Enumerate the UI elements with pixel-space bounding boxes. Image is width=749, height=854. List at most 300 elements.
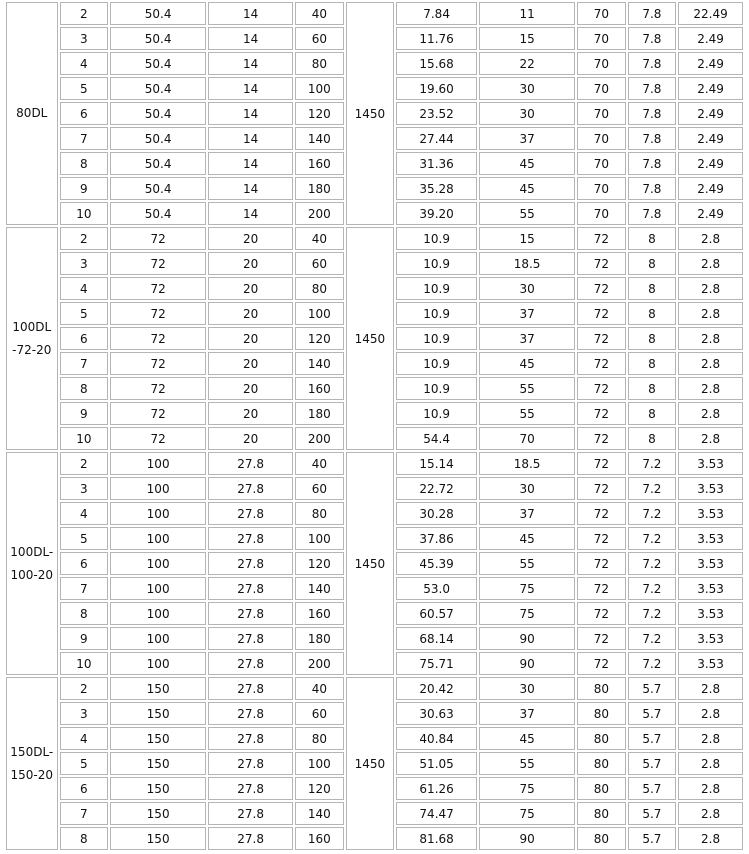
motor-power-cell: 75 [479, 802, 575, 825]
weight-cell: 2.8 [678, 427, 743, 450]
weight-cell: 2.8 [678, 727, 743, 750]
npsh-cell: 5.7 [628, 802, 677, 825]
model-name-line: 100DL- [10, 544, 54, 559]
shaft-power-cell: 10.9 [396, 277, 477, 300]
stages-cell: 2 [60, 452, 109, 475]
motor-power-cell: 55 [479, 377, 575, 400]
diameter-cell: 14 [208, 152, 293, 175]
shaft-power-cell: 68.14 [396, 627, 477, 650]
motor-power-cell: 45 [479, 527, 575, 550]
model-name-line: 150DL- [10, 744, 54, 759]
shaft-power-cell: 20.42 [396, 677, 477, 700]
stages-cell: 10 [60, 427, 109, 450]
weight-cell: 2.49 [678, 152, 743, 175]
efficiency-cell: 70 [577, 152, 626, 175]
stages-cell: 6 [60, 102, 109, 125]
stages-cell: 10 [60, 652, 109, 675]
weight-cell: 22.49 [678, 2, 743, 25]
shaft-power-cell: 22.72 [396, 477, 477, 500]
head-cell: 60 [295, 27, 344, 50]
flow-cell: 100 [110, 652, 206, 675]
efficiency-cell: 80 [577, 802, 626, 825]
shaft-power-cell: 10.9 [396, 327, 477, 350]
head-cell: 120 [295, 102, 344, 125]
model-cell [6, 2, 58, 225]
efficiency-cell: 70 [577, 2, 626, 25]
flow-cell: 150 [110, 752, 206, 775]
flow-cell: 72 [110, 277, 206, 300]
diameter-cell: 27.8 [208, 477, 293, 500]
flow-cell: 72 [110, 352, 206, 375]
motor-power-cell: 37 [479, 702, 575, 725]
head-cell: 200 [295, 652, 344, 675]
npsh-cell: 7.2 [628, 452, 677, 475]
speed-cell: 1450 [346, 227, 395, 450]
model-cell [6, 452, 58, 675]
head-cell: 160 [295, 602, 344, 625]
table-body [6, 2, 743, 850]
shaft-power-cell: 19.60 [396, 77, 477, 100]
diameter-cell: 27.8 [208, 702, 293, 725]
weight-cell: 2.8 [678, 752, 743, 775]
head-cell: 80 [295, 727, 344, 750]
efficiency-cell: 80 [577, 752, 626, 775]
npsh-cell: 8 [628, 277, 677, 300]
npsh-cell: 7.8 [628, 27, 677, 50]
motor-power-cell: 70 [479, 427, 575, 450]
weight-cell: 2.49 [678, 52, 743, 75]
npsh-cell: 8 [628, 377, 677, 400]
shaft-power-cell: 15.68 [396, 52, 477, 75]
diameter-cell: 27.8 [208, 827, 293, 850]
model-name-line: 80DL [16, 106, 48, 120]
efficiency-cell: 72 [577, 452, 626, 475]
shaft-power-cell: 51.05 [396, 752, 477, 775]
efficiency-cell: 72 [577, 627, 626, 650]
npsh-cell: 7.8 [628, 102, 677, 125]
diameter-cell: 27.8 [208, 777, 293, 800]
shaft-power-cell: 30.28 [396, 502, 477, 525]
shaft-power-cell: 10.9 [396, 227, 477, 250]
weight-cell: 2.8 [678, 327, 743, 350]
stages-cell: 7 [60, 352, 109, 375]
motor-power-cell: 11 [479, 2, 575, 25]
stages-cell: 10 [60, 202, 109, 225]
stages-cell: 3 [60, 252, 109, 275]
motor-power-cell: 55 [479, 752, 575, 775]
weight-cell: 2.8 [678, 302, 743, 325]
diameter-cell: 14 [208, 27, 293, 50]
head-cell: 80 [295, 502, 344, 525]
motor-power-cell: 75 [479, 777, 575, 800]
model-cell [6, 227, 58, 450]
shaft-power-cell: 27.44 [396, 127, 477, 150]
flow-cell: 100 [110, 577, 206, 600]
diameter-cell: 20 [208, 302, 293, 325]
shaft-power-cell: 10.9 [396, 302, 477, 325]
efficiency-cell: 72 [577, 252, 626, 275]
head-cell: 140 [295, 352, 344, 375]
diameter-cell: 20 [208, 377, 293, 400]
stages-cell: 9 [60, 627, 109, 650]
motor-power-cell: 18.5 [479, 452, 575, 475]
head-cell: 200 [295, 202, 344, 225]
model-name-line: 150-20 [10, 767, 54, 782]
speed-cell: 1450 [346, 677, 395, 850]
head-cell: 60 [295, 477, 344, 500]
stages-cell: 5 [60, 77, 109, 100]
motor-power-cell: 55 [479, 552, 575, 575]
diameter-cell: 20 [208, 327, 293, 350]
weight-cell: 3.53 [678, 477, 743, 500]
stages-cell: 8 [60, 602, 109, 625]
head-cell: 100 [295, 77, 344, 100]
flow-cell: 50.4 [110, 27, 206, 50]
shaft-power-cell: 61.26 [396, 777, 477, 800]
weight-cell: 2.49 [678, 27, 743, 50]
shaft-power-cell: 31.36 [396, 152, 477, 175]
motor-power-cell: 15 [479, 227, 575, 250]
flow-cell: 150 [110, 702, 206, 725]
shaft-power-cell: 10.9 [396, 402, 477, 425]
motor-power-cell: 90 [479, 627, 575, 650]
head-cell: 160 [295, 827, 344, 850]
stages-cell: 3 [60, 477, 109, 500]
motor-power-cell: 18.5 [479, 252, 575, 275]
stages-cell: 5 [60, 302, 109, 325]
shaft-power-cell: 15.14 [396, 452, 477, 475]
diameter-cell: 14 [208, 202, 293, 225]
stages-cell: 4 [60, 502, 109, 525]
npsh-cell: 7.2 [628, 627, 677, 650]
npsh-cell: 5.7 [628, 702, 677, 725]
weight-cell: 2.49 [678, 177, 743, 200]
diameter-cell: 27.8 [208, 802, 293, 825]
motor-power-cell: 55 [479, 202, 575, 225]
efficiency-cell: 72 [577, 577, 626, 600]
diameter-cell: 20 [208, 227, 293, 250]
speed-cell: 1450 [346, 452, 395, 675]
head-cell: 140 [295, 577, 344, 600]
stages-cell: 8 [60, 377, 109, 400]
npsh-cell: 5.7 [628, 752, 677, 775]
motor-power-cell: 75 [479, 602, 575, 625]
head-cell: 40 [295, 227, 344, 250]
motor-power-cell: 15 [479, 27, 575, 50]
diameter-cell: 27.8 [208, 652, 293, 675]
diameter-cell: 27.8 [208, 452, 293, 475]
table-row [6, 227, 743, 250]
npsh-cell: 8 [628, 327, 677, 350]
weight-cell: 2.49 [678, 102, 743, 125]
shaft-power-cell: 60.57 [396, 602, 477, 625]
efficiency-cell: 70 [577, 52, 626, 75]
weight-cell: 2.49 [678, 77, 743, 100]
stages-cell: 7 [60, 802, 109, 825]
shaft-power-cell: 30.63 [396, 702, 477, 725]
flow-cell: 150 [110, 827, 206, 850]
efficiency-cell: 70 [577, 127, 626, 150]
shaft-power-cell: 74.47 [396, 802, 477, 825]
shaft-power-cell: 81.68 [396, 827, 477, 850]
shaft-power-cell: 53.0 [396, 577, 477, 600]
head-cell: 80 [295, 52, 344, 75]
model-name-line: -72-20 [12, 342, 52, 357]
flow-cell: 50.4 [110, 152, 206, 175]
motor-power-cell: 45 [479, 177, 575, 200]
npsh-cell: 8 [628, 427, 677, 450]
efficiency-cell: 72 [577, 502, 626, 525]
weight-cell: 3.53 [678, 652, 743, 675]
stages-cell: 5 [60, 527, 109, 550]
diameter-cell: 14 [208, 52, 293, 75]
weight-cell: 2.8 [678, 702, 743, 725]
npsh-cell: 7.2 [628, 502, 677, 525]
flow-cell: 72 [110, 227, 206, 250]
efficiency-cell: 72 [577, 527, 626, 550]
efficiency-cell: 72 [577, 352, 626, 375]
stages-cell: 3 [60, 27, 109, 50]
diameter-cell: 20 [208, 277, 293, 300]
stages-cell: 8 [60, 152, 109, 175]
motor-power-cell: 90 [479, 652, 575, 675]
efficiency-cell: 80 [577, 702, 626, 725]
npsh-cell: 7.2 [628, 652, 677, 675]
diameter-cell: 20 [208, 402, 293, 425]
head-cell: 140 [295, 127, 344, 150]
motor-power-cell: 37 [479, 502, 575, 525]
stages-cell: 7 [60, 127, 109, 150]
weight-cell: 2.8 [678, 677, 743, 700]
weight-cell: 2.8 [678, 227, 743, 250]
flow-cell: 100 [110, 552, 206, 575]
shaft-power-cell: 54.4 [396, 427, 477, 450]
diameter-cell: 27.8 [208, 552, 293, 575]
flow-cell: 50.4 [110, 2, 206, 25]
npsh-cell: 5.7 [628, 677, 677, 700]
efficiency-cell: 72 [577, 477, 626, 500]
weight-cell: 2.8 [678, 377, 743, 400]
head-cell: 200 [295, 427, 344, 450]
stages-cell: 5 [60, 752, 109, 775]
diameter-cell: 14 [208, 102, 293, 125]
diameter-cell: 14 [208, 127, 293, 150]
motor-power-cell: 30 [479, 77, 575, 100]
weight-cell: 3.53 [678, 452, 743, 475]
stages-cell: 8 [60, 827, 109, 850]
diameter-cell: 27.8 [208, 677, 293, 700]
head-cell: 120 [295, 327, 344, 350]
motor-power-cell: 90 [479, 827, 575, 850]
npsh-cell: 8 [628, 352, 677, 375]
flow-cell: 100 [110, 527, 206, 550]
flow-cell: 50.4 [110, 127, 206, 150]
shaft-power-cell: 23.52 [396, 102, 477, 125]
diameter-cell: 20 [208, 352, 293, 375]
diameter-cell: 14 [208, 2, 293, 25]
flow-cell: 72 [110, 302, 206, 325]
flow-cell: 150 [110, 777, 206, 800]
npsh-cell: 7.8 [628, 152, 677, 175]
efficiency-cell: 70 [577, 77, 626, 100]
efficiency-cell: 72 [577, 277, 626, 300]
stages-cell: 6 [60, 552, 109, 575]
head-cell: 60 [295, 252, 344, 275]
head-cell: 100 [295, 302, 344, 325]
npsh-cell: 7.2 [628, 477, 677, 500]
shaft-power-cell: 35.28 [396, 177, 477, 200]
npsh-cell: 8 [628, 402, 677, 425]
weight-cell: 2.8 [678, 827, 743, 850]
stages-cell: 4 [60, 277, 109, 300]
flow-cell: 72 [110, 377, 206, 400]
flow-cell: 72 [110, 427, 206, 450]
diameter-cell: 27.8 [208, 527, 293, 550]
head-cell: 120 [295, 777, 344, 800]
diameter-cell: 20 [208, 427, 293, 450]
weight-cell: 2.8 [678, 402, 743, 425]
efficiency-cell: 72 [577, 327, 626, 350]
efficiency-cell: 70 [577, 27, 626, 50]
flow-cell: 150 [110, 677, 206, 700]
weight-cell: 3.53 [678, 502, 743, 525]
motor-power-cell: 75 [479, 577, 575, 600]
weight-cell: 2.8 [678, 777, 743, 800]
shaft-power-cell: 10.9 [396, 377, 477, 400]
motor-power-cell: 45 [479, 152, 575, 175]
flow-cell: 100 [110, 627, 206, 650]
diameter-cell: 27.8 [208, 602, 293, 625]
head-cell: 40 [295, 677, 344, 700]
npsh-cell: 8 [628, 302, 677, 325]
diameter-cell: 20 [208, 252, 293, 275]
efficiency-cell: 80 [577, 777, 626, 800]
head-cell: 40 [295, 2, 344, 25]
motor-power-cell: 45 [479, 727, 575, 750]
head-cell: 40 [295, 452, 344, 475]
weight-cell: 3.53 [678, 552, 743, 575]
efficiency-cell: 72 [577, 302, 626, 325]
diameter-cell: 27.8 [208, 577, 293, 600]
npsh-cell: 7.8 [628, 202, 677, 225]
flow-cell: 50.4 [110, 102, 206, 125]
efficiency-cell: 72 [577, 427, 626, 450]
stages-cell: 4 [60, 727, 109, 750]
flow-cell: 150 [110, 727, 206, 750]
head-cell: 100 [295, 752, 344, 775]
weight-cell: 3.53 [678, 602, 743, 625]
efficiency-cell: 72 [577, 652, 626, 675]
efficiency-cell: 80 [577, 677, 626, 700]
flow-cell: 100 [110, 477, 206, 500]
stages-cell: 3 [60, 702, 109, 725]
motor-power-cell: 22 [479, 52, 575, 75]
table-row [6, 677, 743, 700]
flow-cell: 72 [110, 327, 206, 350]
model-cell [6, 677, 58, 850]
motor-power-cell: 30 [479, 102, 575, 125]
efficiency-cell: 72 [577, 227, 626, 250]
motor-power-cell: 37 [479, 302, 575, 325]
weight-cell: 2.8 [678, 252, 743, 275]
npsh-cell: 7.8 [628, 127, 677, 150]
model-name-line: 100DL [12, 319, 52, 334]
stages-cell: 2 [60, 677, 109, 700]
flow-cell: 72 [110, 252, 206, 275]
weight-cell: 2.8 [678, 277, 743, 300]
diameter-cell: 27.8 [208, 727, 293, 750]
motor-power-cell: 30 [479, 677, 575, 700]
stages-cell: 2 [60, 2, 109, 25]
efficiency-cell: 70 [577, 202, 626, 225]
diameter-cell: 27.8 [208, 752, 293, 775]
npsh-cell: 5.7 [628, 827, 677, 850]
weight-cell: 2.49 [678, 127, 743, 150]
npsh-cell: 7.8 [628, 77, 677, 100]
motor-power-cell: 30 [479, 277, 575, 300]
efficiency-cell: 72 [577, 377, 626, 400]
npsh-cell: 7.8 [628, 52, 677, 75]
flow-cell: 100 [110, 452, 206, 475]
motor-power-cell: 37 [479, 127, 575, 150]
weight-cell: 3.53 [678, 577, 743, 600]
head-cell: 80 [295, 277, 344, 300]
shaft-power-cell: 37.86 [396, 527, 477, 550]
efficiency-cell: 72 [577, 552, 626, 575]
flow-cell: 50.4 [110, 52, 206, 75]
stages-cell: 6 [60, 777, 109, 800]
npsh-cell: 7.8 [628, 2, 677, 25]
weight-cell: 2.8 [678, 352, 743, 375]
motor-power-cell: 30 [479, 477, 575, 500]
weight-cell: 2.49 [678, 202, 743, 225]
flow-cell: 72 [110, 402, 206, 425]
weight-cell: 2.8 [678, 802, 743, 825]
shaft-power-cell: 11.76 [396, 27, 477, 50]
npsh-cell: 7.2 [628, 527, 677, 550]
speed-cell: 1450 [346, 2, 395, 225]
diameter-cell: 14 [208, 177, 293, 200]
shaft-power-cell: 10.9 [396, 352, 477, 375]
head-cell: 120 [295, 552, 344, 575]
head-cell: 160 [295, 377, 344, 400]
shaft-power-cell: 10.9 [396, 252, 477, 275]
npsh-cell: 8 [628, 252, 677, 275]
npsh-cell: 7.2 [628, 552, 677, 575]
npsh-cell: 7.2 [628, 602, 677, 625]
weight-cell: 3.53 [678, 527, 743, 550]
npsh-cell: 8 [628, 227, 677, 250]
efficiency-cell: 80 [577, 727, 626, 750]
stages-cell: 6 [60, 327, 109, 350]
npsh-cell: 5.7 [628, 777, 677, 800]
model-name-line: 100-20 [10, 567, 54, 582]
stages-cell: 9 [60, 402, 109, 425]
npsh-cell: 7.8 [628, 177, 677, 200]
shaft-power-cell: 7.84 [396, 2, 477, 25]
head-cell: 180 [295, 627, 344, 650]
flow-cell: 100 [110, 502, 206, 525]
stages-cell: 7 [60, 577, 109, 600]
efficiency-cell: 70 [577, 102, 626, 125]
head-cell: 180 [295, 402, 344, 425]
flow-cell: 150 [110, 802, 206, 825]
table-row [6, 452, 743, 475]
flow-cell: 50.4 [110, 177, 206, 200]
flow-cell: 50.4 [110, 77, 206, 100]
npsh-cell: 7.2 [628, 577, 677, 600]
diameter-cell: 27.8 [208, 502, 293, 525]
